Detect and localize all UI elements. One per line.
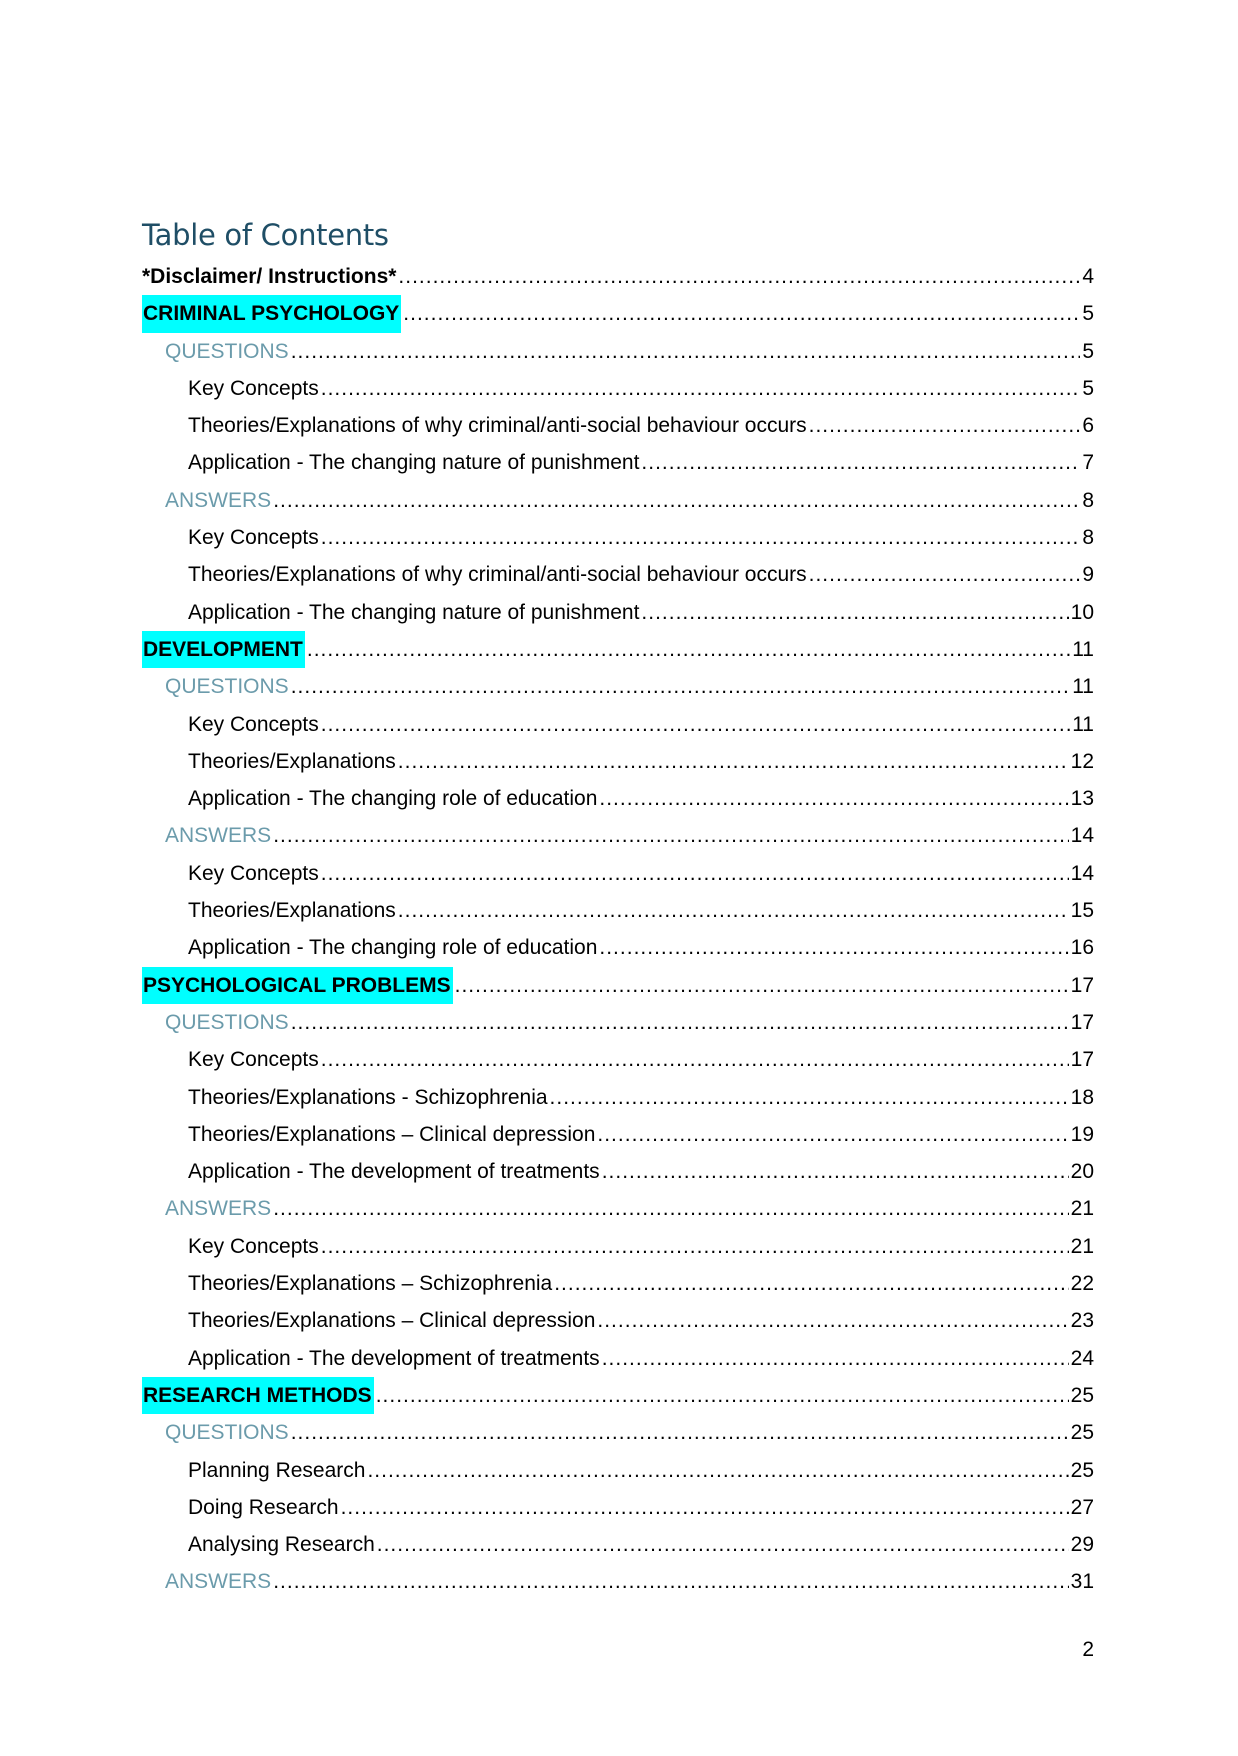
toc-entry[interactable] bbox=[142, 594, 1094, 631]
toc-entry-label[interactable]: Theories/Explanations of why criminal/anti-social behaviour occurs bbox=[188, 563, 807, 587]
toc-entry-label[interactable]: ANSWERS bbox=[165, 488, 272, 512]
toc-entry[interactable] bbox=[142, 855, 1094, 892]
toc-entry-page[interactable]: 9 bbox=[1082, 563, 1094, 587]
toc-dot-leader bbox=[597, 1302, 1068, 1339]
toc-dot-leader bbox=[599, 929, 1068, 966]
toc-entry-page[interactable]: 11 bbox=[1072, 712, 1094, 736]
toc-entry-page[interactable]: 5 bbox=[1082, 302, 1094, 326]
toc-dot-leader bbox=[599, 780, 1068, 817]
toc-entry-label[interactable]: Theories/Explanations - Schizophrenia bbox=[188, 1085, 548, 1109]
toc-entry-page[interactable]: 24 bbox=[1070, 1346, 1094, 1370]
toc-entry-page[interactable]: 15 bbox=[1070, 899, 1094, 923]
toc-entry-label[interactable]: QUESTIONS bbox=[165, 1421, 289, 1445]
toc-entry-label[interactable]: ANSWERS bbox=[165, 1197, 272, 1221]
toc-entry[interactable] bbox=[142, 1452, 1094, 1489]
toc-dot-leader bbox=[809, 556, 1081, 593]
toc-dot-leader bbox=[398, 258, 1080, 295]
toc-dot-leader bbox=[321, 855, 1069, 892]
toc-dot-leader bbox=[597, 1116, 1068, 1153]
toc-entry-label[interactable]: Theories/Explanations – Clinical depression bbox=[188, 1309, 596, 1333]
toc-entry-label[interactable]: Application - The development of treatments bbox=[188, 1346, 600, 1370]
toc-entry-label[interactable]: Planning Research bbox=[188, 1458, 366, 1482]
toc-entry-page[interactable]: 31 bbox=[1070, 1570, 1094, 1594]
toc-entry-label[interactable]: DEVELOPMENT bbox=[142, 631, 305, 668]
toc-dot-leader bbox=[307, 631, 1070, 668]
toc-entry-page[interactable]: 22 bbox=[1070, 1272, 1094, 1296]
toc-entry[interactable] bbox=[142, 1340, 1094, 1377]
toc-entry[interactable] bbox=[142, 1265, 1094, 1302]
toc-entry-page[interactable]: 4 bbox=[1082, 265, 1094, 288]
toc-entry-label[interactable]: Key Concepts bbox=[188, 1234, 319, 1258]
toc-entry[interactable] bbox=[142, 444, 1094, 481]
toc-entry-page[interactable]: 17 bbox=[1070, 973, 1094, 997]
toc-entry[interactable] bbox=[142, 258, 1094, 295]
toc-entry-label[interactable]: Key Concepts bbox=[188, 712, 319, 736]
toc-entry[interactable] bbox=[142, 892, 1094, 929]
toc-entry[interactable] bbox=[142, 1190, 1094, 1227]
toc-dot-leader bbox=[321, 370, 1081, 407]
toc-dot-leader bbox=[550, 1079, 1069, 1116]
toc-entry[interactable] bbox=[142, 668, 1094, 705]
toc-dot-leader bbox=[273, 817, 1068, 854]
toc-dot-leader bbox=[602, 1153, 1069, 1190]
toc-entry-page[interactable]: 25 bbox=[1070, 1458, 1094, 1482]
toc-dot-leader bbox=[321, 706, 1070, 743]
toc-dot-leader bbox=[291, 333, 1081, 370]
toc-entry[interactable] bbox=[142, 482, 1094, 519]
toc-entry[interactable] bbox=[142, 407, 1094, 444]
toc-entry-label[interactable]: Application - The changing role of education bbox=[188, 787, 598, 811]
toc-entry-page[interactable]: 11 bbox=[1072, 675, 1094, 699]
toc-dot-leader bbox=[809, 407, 1081, 444]
toc-entry[interactable] bbox=[142, 1079, 1094, 1116]
toc-entry-label[interactable]: Analysing Research bbox=[188, 1533, 375, 1557]
toc-entry[interactable] bbox=[142, 1153, 1094, 1190]
toc-entry-label[interactable]: Theories/Explanations – Clinical depression bbox=[188, 1122, 596, 1146]
toc-entry-page[interactable]: 21 bbox=[1070, 1197, 1094, 1221]
toc-entry-page[interactable]: 12 bbox=[1070, 749, 1094, 773]
toc-dot-leader bbox=[273, 1190, 1068, 1227]
toc-entry-label[interactable]: Doing Research bbox=[188, 1495, 339, 1519]
toc-entry-label[interactable]: *Disclaimer/ Instructions* bbox=[142, 265, 397, 288]
toc-entry[interactable] bbox=[142, 967, 1094, 1004]
toc-entry[interactable] bbox=[142, 370, 1094, 407]
toc-dot-leader bbox=[291, 1004, 1069, 1041]
toc-entry-page[interactable]: 8 bbox=[1082, 488, 1094, 512]
toc-dot-leader bbox=[273, 482, 1080, 519]
toc-entry-label[interactable]: PSYCHOLOGICAL PROBLEMS bbox=[142, 967, 453, 1004]
toc-entry-page[interactable]: 25 bbox=[1070, 1383, 1094, 1407]
toc-entry-page[interactable]: 20 bbox=[1070, 1160, 1094, 1184]
toc-entry-label[interactable]: ANSWERS bbox=[165, 824, 272, 848]
toc-entry-page[interactable]: 27 bbox=[1070, 1495, 1094, 1519]
toc-entry-page[interactable]: 29 bbox=[1070, 1533, 1094, 1557]
toc-entry[interactable] bbox=[142, 1116, 1094, 1153]
toc-entry-label[interactable]: QUESTIONS bbox=[165, 1010, 289, 1034]
toc-entry[interactable] bbox=[142, 1228, 1094, 1265]
toc-dot-leader bbox=[377, 1526, 1069, 1563]
toc-entry[interactable] bbox=[142, 706, 1094, 743]
toc-entry-page[interactable]: 13 bbox=[1070, 787, 1094, 811]
toc-entry-page[interactable]: 14 bbox=[1070, 824, 1094, 848]
toc-dot-leader bbox=[321, 1041, 1069, 1078]
toc-entry-page[interactable]: 10 bbox=[1070, 600, 1094, 624]
toc-entry[interactable] bbox=[142, 780, 1094, 817]
toc-entry-page[interactable]: 21 bbox=[1070, 1234, 1094, 1258]
toc-entry-page[interactable]: 11 bbox=[1072, 637, 1094, 661]
toc-entry-label[interactable]: Theories/Explanations bbox=[188, 899, 396, 923]
toc-entry-label[interactable]: Key Concepts bbox=[188, 526, 319, 550]
toc-entry[interactable] bbox=[142, 1489, 1094, 1526]
toc-entry[interactable] bbox=[142, 1526, 1094, 1563]
toc-entry[interactable] bbox=[142, 295, 1094, 332]
toc-list bbox=[142, 258, 1094, 1601]
toc-entry-label[interactable]: Application - The changing nature of punishment bbox=[188, 451, 640, 475]
toc-entry-label[interactable]: Theories/Explanations bbox=[188, 749, 396, 773]
toc-entry-page[interactable]: 8 bbox=[1082, 526, 1094, 550]
toc-entry-label[interactable]: Application - The changing nature of punishment bbox=[188, 600, 640, 624]
toc-entry-page[interactable]: 5 bbox=[1082, 376, 1094, 400]
toc-entry-page[interactable]: 23 bbox=[1070, 1309, 1094, 1333]
toc-entry[interactable] bbox=[142, 1563, 1094, 1600]
toc-entry-page[interactable]: 7 bbox=[1082, 451, 1094, 475]
toc-dot-leader bbox=[602, 1340, 1069, 1377]
toc-dot-leader bbox=[554, 1265, 1068, 1302]
toc-entry-page[interactable]: 25 bbox=[1070, 1421, 1094, 1445]
toc-dot-leader bbox=[376, 1377, 1069, 1414]
toc-entry[interactable] bbox=[142, 631, 1094, 668]
toc-entry-label[interactable]: Key Concepts bbox=[188, 861, 319, 885]
toc-dot-leader bbox=[321, 519, 1081, 556]
toc-dot-leader bbox=[291, 668, 1071, 705]
toc-dot-leader bbox=[291, 1414, 1069, 1451]
toc-entry-page[interactable]: 6 bbox=[1082, 414, 1094, 438]
toc-entry-page[interactable]: 19 bbox=[1070, 1122, 1094, 1146]
toc-entry[interactable] bbox=[142, 1004, 1094, 1041]
toc-entry-label[interactable]: CRIMINAL PSYCHOLOGY bbox=[142, 295, 401, 332]
page-number: 2 bbox=[1082, 1638, 1094, 1661]
toc-entry[interactable] bbox=[142, 1041, 1094, 1078]
toc-entry-page[interactable]: 17 bbox=[1070, 1010, 1094, 1034]
toc-entry[interactable] bbox=[142, 929, 1094, 966]
toc-title: Table of Contents bbox=[142, 218, 389, 252]
toc-entry[interactable] bbox=[142, 817, 1094, 854]
toc-entry[interactable] bbox=[142, 1414, 1094, 1451]
toc-entry-page[interactable]: 16 bbox=[1070, 936, 1094, 960]
toc-entry-label[interactable]: Key Concepts bbox=[188, 376, 319, 400]
toc-dot-leader bbox=[398, 892, 1069, 929]
toc-entry[interactable] bbox=[142, 556, 1094, 593]
toc-entry-label[interactable]: QUESTIONS bbox=[165, 675, 289, 699]
toc-dot-leader bbox=[321, 1228, 1069, 1265]
toc-entry[interactable] bbox=[142, 333, 1094, 370]
toc-dot-leader bbox=[367, 1452, 1068, 1489]
toc-entry[interactable] bbox=[142, 519, 1094, 556]
toc-entry[interactable] bbox=[142, 1377, 1094, 1414]
toc-dot-leader bbox=[273, 1563, 1068, 1600]
toc-dot-leader bbox=[398, 743, 1069, 780]
toc-entry-label[interactable]: Application - The changing role of education bbox=[188, 936, 598, 960]
toc-entry[interactable] bbox=[142, 1302, 1094, 1339]
toc-dot-leader bbox=[641, 594, 1068, 631]
toc-dot-leader bbox=[403, 295, 1080, 332]
toc-entry-page[interactable]: 18 bbox=[1070, 1085, 1094, 1109]
toc-entry-page[interactable]: 14 bbox=[1070, 861, 1094, 885]
toc-entry-label[interactable]: RESEARCH METHODS bbox=[142, 1377, 374, 1414]
toc-entry-label[interactable]: ANSWERS bbox=[165, 1570, 272, 1594]
toc-entry-label[interactable]: Theories/Explanations – Schizophrenia bbox=[188, 1272, 553, 1296]
toc-entry-label[interactable]: Theories/Explanations of why criminal/anti-social behaviour occurs bbox=[188, 414, 807, 438]
toc-entry-label[interactable]: QUESTIONS bbox=[165, 339, 289, 363]
toc-entry-page[interactable]: 5 bbox=[1082, 339, 1094, 363]
toc-dot-leader bbox=[455, 967, 1069, 1004]
toc-entry-page[interactable]: 17 bbox=[1070, 1048, 1094, 1072]
toc-dot-leader bbox=[641, 444, 1080, 481]
toc-entry[interactable] bbox=[142, 743, 1094, 780]
toc-dot-leader bbox=[341, 1489, 1069, 1526]
toc-entry-label[interactable]: Key Concepts bbox=[188, 1048, 319, 1072]
toc-entry-label[interactable]: Application - The development of treatments bbox=[188, 1160, 600, 1184]
